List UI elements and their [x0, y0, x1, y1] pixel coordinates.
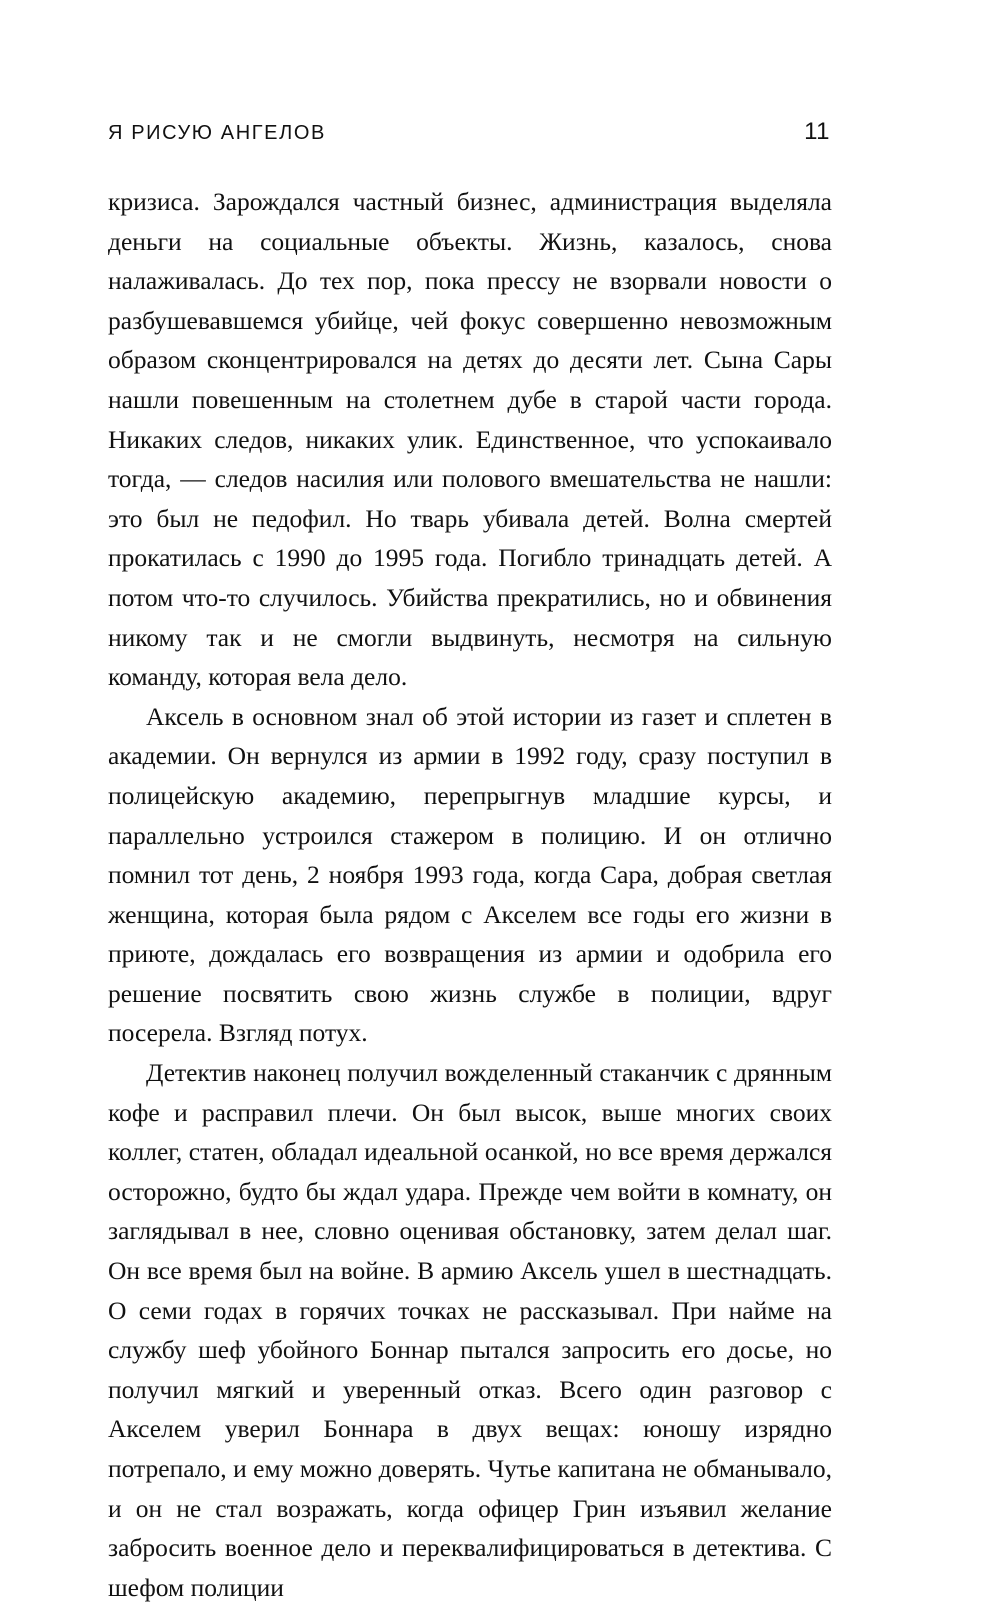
- paragraph: кризиса. Зарождался частный бизнес, администрация выделяла деньги на социальные объекты. Жизнь, казалось, снова налаживалась. До тех пор, пока прессу не взорвали новости о разбушевавшемся убийце, чей фокус совершенно невозможным образом сконцентрировался на детях до десяти лет. Сына Сары нашли повешенным на столетнем дубе в старой части города. Никаких следов, никаких улик. Единственное, что успокаивало тогда, — следов насилия или полового вмешательства не нашли: это был не педофил. Но тварь убивала детей. Волна смертей прокатилась с 1990 до 1995 года. Погибло тринадцать детей. А потом что-то случилось. Убийства прекратились, но и обвинения никому так и не смогли выдвинуть, несмотря на сильную команду, которая вела дело.: [108, 187, 832, 692]
- paragraph: Аксель в основном знал об этой истории из газет и сплетен в академии. Он вернулся из армии в 1992 году, сразу поступил в полицейскую академию, перепрыгнув младшие курсы, и параллельно устроился стажером в полицию. И он отлично помнил тот день, 2 ноября 1993 года, когда Сара, добрая светлая женщина, которая была рядом с Акселем все годы его жизни в приюте, дождалась его возвращения из армии и одобрила его решение посвятить свою жизнь службе в полиции, вдруг посерела. Взгляд потух.: [108, 701, 832, 1048]
- page-header: [108, 118, 830, 146]
- paragraph: Детектив наконец получил вожделенный стаканчик с дрянным кофе и расправил плечи. Он был высок, выше многих своих коллег, статен, обладал идеальной осанкой, но все время держался осторожно, будто бы ждал удара. Прежде чем войти в комнату, он заглядывал в нее, словно оценивая обстановку, затем делал шаг. Он все время был на войне. В армию Аксель ушел в шестнадцать. О семи годах в горячих точках не рассказывал. При найме на службу шеф убойного Боннар пытался запросить его досье, но получил мягкий и уверенный отказ. Всего один разговор с Акселем уверил Боннара в двух вещах: юношу изрядно потрепало, и ему можно доверять. Чутье капитана не обманывало, и он не стал возражать, когда офицер Грин изъявил желание забросить военное дело и переквалифицироваться в детектива. С шефом полиции: [108, 1058, 832, 1602]
- page-number: 11: [804, 118, 830, 145]
- running-title: Я РИСУЮ АНГЕЛОВ: [108, 122, 326, 144]
- body-text: [108, 182, 832, 1607]
